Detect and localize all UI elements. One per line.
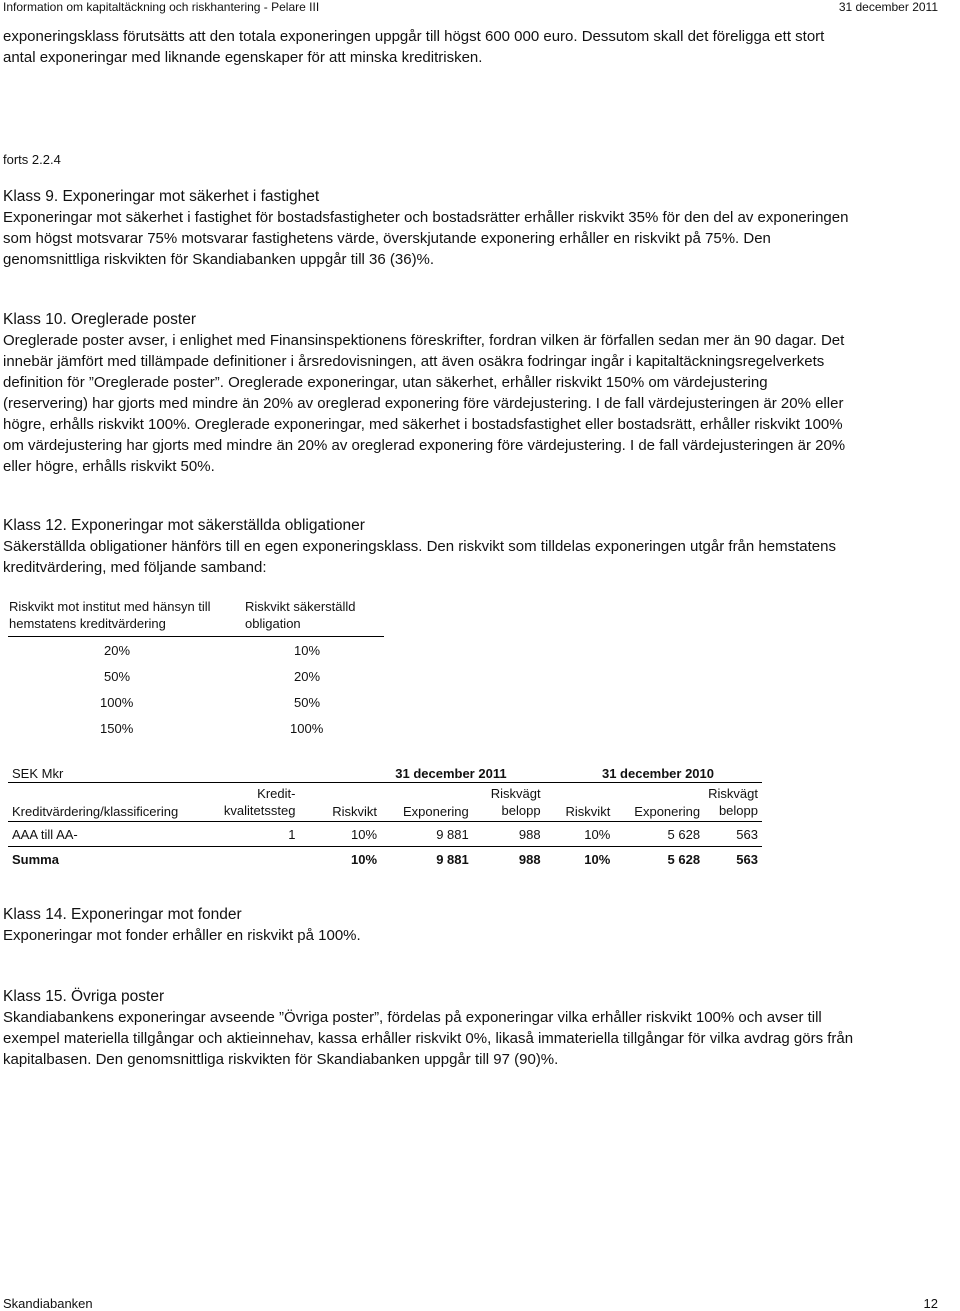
header-line: kvalitetssteg: [223, 803, 296, 818]
table-cell: 100%: [290, 720, 324, 736]
paragraph-line: som högst motsvarar 75% motsvarar fastighetens värde, överskjutande exponering erhåller en riskvikt på 75%. Den: [3, 230, 771, 247]
table-cell: 10%: [545, 822, 615, 847]
table-cell: 10%: [299, 822, 381, 847]
table-cell: 1: [204, 822, 300, 847]
page-number: 12: [923, 1296, 938, 1311]
section-klass9: [3, 186, 948, 270]
table-cell: Summa: [12, 851, 59, 867]
table-total-row: [8, 847, 762, 872]
table-cell: 50%: [294, 694, 321, 710]
header-riskvikt: Riskvikt: [545, 783, 615, 822]
table-cell: 563: [704, 822, 762, 847]
covered-bond-riskweight-table: [8, 597, 384, 741]
header-line: Riskvägt: [708, 786, 758, 801]
page-header: [0, 0, 960, 14]
section-klass14: [3, 904, 948, 946]
header-line: obligation: [245, 616, 301, 631]
section-heading: Klass 14. Exponeringar mot fonder: [3, 906, 242, 923]
header-riskvagt-belopp: [704, 783, 762, 822]
header-line: Riskvikt säkerställd: [245, 599, 356, 614]
paragraph-line: Exponeringar mot säkerhet i fastighet för bostadsfastigheter och bostadsrätter erhåller riskvikt 35% för den del av exponeringen: [3, 209, 849, 226]
period-2011: 31 december 2011: [299, 766, 544, 783]
header-line: Riskvikt mot institut med hänsyn till: [9, 599, 211, 614]
table-header-row: [8, 597, 384, 637]
section-heading: Klass 9. Exponeringar mot säkerhet i fastighet: [3, 188, 320, 205]
paragraph-line: genomsnittliga riskvikten för Skandiabanken uppgår till 36 (36)%.: [3, 251, 435, 268]
intro-paragraph: [3, 26, 948, 68]
paragraph-line: kreditvärdering, med följande samband:: [3, 559, 267, 576]
page-footer: [3, 1296, 960, 1311]
header-line: hemstatens kreditvärdering: [9, 616, 166, 631]
section-heading: Klass 15. Övriga poster: [3, 988, 165, 1005]
period-2010: 31 december 2010: [545, 766, 762, 783]
table-cell: 100%: [100, 694, 134, 710]
header-title: Information om kapitaltäckning och riskhantering - Pelare III: [3, 0, 320, 14]
paragraph-line: kapitalbasen. Den genomsnittliga riskvikten för Skandiabanken uppgår till 97 (90)%.: [3, 1051, 559, 1068]
header-kreditsteg: [204, 783, 300, 822]
unit-label: SEK Mkr: [8, 766, 204, 783]
paragraph-line: om värdejustering har gjorts med mindre än 20% av oreglerad exponering före värdejustering. I de fall värdejusteringen är 20%: [3, 437, 846, 454]
header-line: belopp: [501, 803, 541, 818]
table-cell: 10%: [294, 642, 321, 658]
table-header-cell: [244, 597, 384, 637]
section-klass10: [3, 309, 948, 477]
table-period-row: [8, 766, 762, 783]
section-heading: Klass 10. Oreglerade poster: [3, 311, 196, 328]
table-cell: 10%: [584, 851, 611, 867]
table-cell: 988: [473, 822, 545, 847]
table-cell: 5 628: [667, 851, 701, 867]
table-row: [8, 689, 384, 715]
continued-label: forts 2.2.4: [3, 152, 61, 167]
table-cell: 50%: [104, 668, 131, 684]
header-exponering: Exponering: [381, 783, 473, 822]
paragraph-line: exempel materiella tillgångar och aktieinnehav, kassa erhåller riskvikt 0%, likaså immateriella tillgångar för vilka avdrag görs från: [3, 1030, 854, 1047]
table-cell: [204, 766, 300, 783]
table-row: [8, 637, 384, 664]
credit-rating-table: [8, 766, 762, 871]
table-row: [8, 715, 384, 741]
table-cell: 10%: [351, 851, 378, 867]
paragraph-line: eller högre, erhålls riskvikt 50%.: [3, 458, 215, 475]
table-cell: 988: [518, 851, 541, 867]
table-cell: 9 881: [381, 822, 473, 847]
paragraph-line: högre, erhålls riskvikt 100%. Oreglerade exponeringar, med säkerhet i bostadsfastighet eller bostadsrätt, erhåller riskvikt 100%: [3, 416, 843, 433]
table-header-cell: [8, 597, 244, 637]
paragraph-line: Exponeringar mot fonder erhåller en riskvikt på 100%.: [3, 927, 361, 944]
footer-company: Skandiabanken: [3, 1296, 93, 1311]
header-line: Riskvägt: [490, 786, 541, 801]
table-cell: 9 881: [436, 851, 469, 867]
header-line: Kredit-: [257, 786, 296, 801]
section-klass15: [3, 986, 948, 1070]
paragraph-line: innebär jämfört med tillämpade definitioner i årsredovisningen, att även osäkra fodringar ingår i kapitaltäckningsregelverkets: [3, 353, 825, 370]
table-cell: [204, 847, 300, 872]
section-klass12: [3, 515, 948, 578]
paragraph-line: Skandiabankens exponeringar avseende ”Övriga poster”, fördelas på exponeringar vilka erhåller riskvikt 100% och avser till: [3, 1009, 822, 1026]
paragraph-line: Säkerställda obligationer hänförs till en egen exponeringsklass. Den riskvikt som tilldelas exponeringen utgår från hemstatens: [3, 538, 836, 555]
intro-line: antal exponeringar med liknande egenskaper för att minska kreditrisken.: [3, 49, 483, 66]
table-row: [8, 822, 762, 847]
table-cell: 20%: [294, 668, 321, 684]
table-cell: 563: [736, 851, 758, 867]
header-riskvagt-belopp: [473, 783, 545, 822]
header-rating: Kreditvärdering/klassificering: [8, 783, 204, 822]
table-cell: AAA till AA-: [8, 822, 204, 847]
section-heading: Klass 12. Exponeringar mot säkerställda obligationer: [3, 517, 365, 534]
header-line: belopp: [718, 803, 758, 818]
table-cell: 20%: [104, 642, 131, 658]
table-row: [8, 663, 384, 689]
table-header-row: [8, 783, 762, 822]
table-cell: 5 628: [614, 822, 704, 847]
header-exponering: Exponering: [614, 783, 704, 822]
table-cell: 150%: [100, 720, 134, 736]
header-date: 31 december 2011: [838, 0, 938, 14]
header-riskvikt: Riskvikt: [299, 783, 381, 822]
paragraph-line: Oreglerade poster avser, i enlighet med Finansinspektionens föreskrifter, fordran vilken är förfallen sedan mer än 90 dagar. Det: [3, 332, 845, 349]
paragraph-line: (reservering) har gjorts med mindre än 20% av oreglerad exponering före värdejustering. I de fall värdejusteringen är 20% eller: [3, 395, 844, 412]
paragraph-line: definition för ”Oreglerade poster”. Oreglerade exponeringar, utan säkerhet, erhåller riskvikt 150% om värdejustering: [3, 374, 768, 391]
intro-line: exponeringsklass förutsätts att den totala exponeringen uppgår till högst 600 000 euro. Dessutom skall det föreligga ett stort: [3, 28, 825, 45]
